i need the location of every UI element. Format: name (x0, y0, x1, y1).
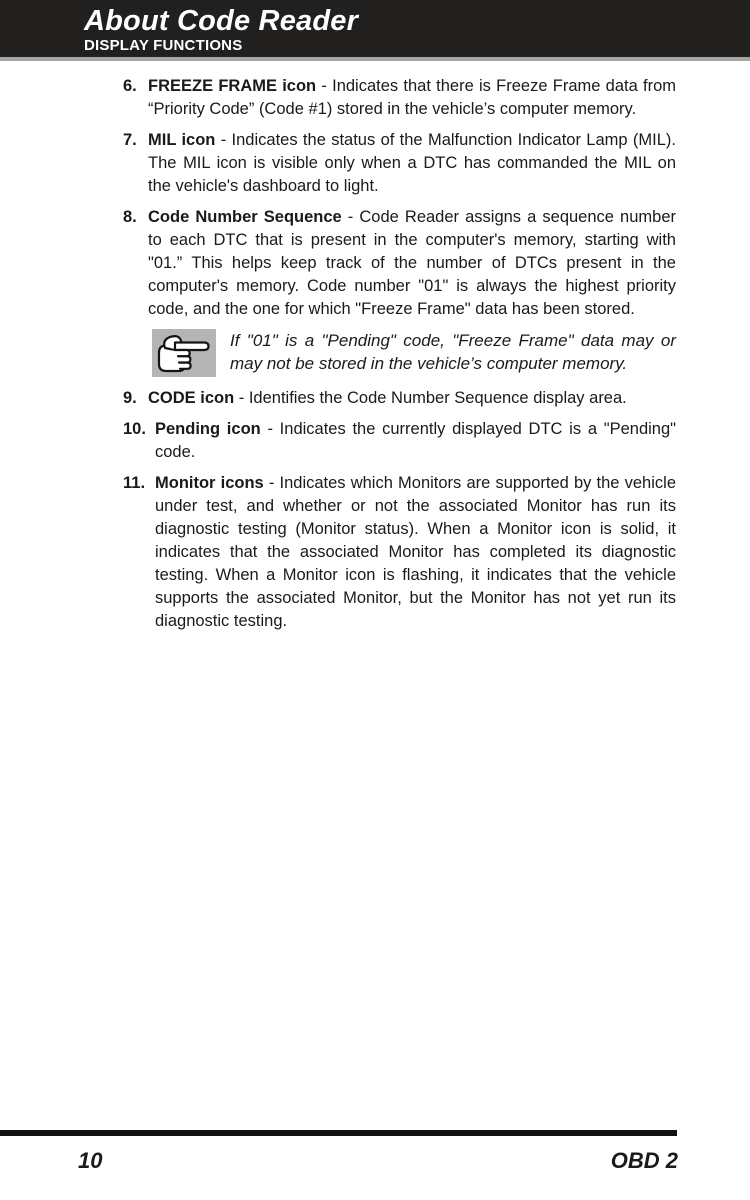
item-term: Code Number Sequence (148, 208, 342, 226)
footer (78, 1148, 678, 1174)
item-body (148, 206, 676, 321)
item-number: 7. (123, 131, 137, 149)
item-body (148, 129, 676, 198)
list-item (123, 206, 676, 321)
item-text: - Code Reader assigns a sequence number to each DTC that is present in the computer's memory, starting with "01.” This helps keep track of the number of DTCs present in the computer's memory. Code number "01" is always the highest priority code, and the one for which "Freeze Frame" data has been stored. (148, 208, 676, 318)
item-body (148, 75, 676, 121)
page-subtitle: DISPLAY FUNCTIONS (84, 37, 243, 54)
item-term: FREEZE FRAME icon (148, 77, 317, 95)
pointing-hand-icon (152, 329, 216, 377)
footer-rule (0, 1130, 677, 1136)
note-text: If "01" is a "Pending" code, "Freeze Frame" data may or may not be stored in the vehicle’s computer memory. (230, 331, 676, 373)
page-title: About Code Reader (84, 5, 359, 37)
item-number: 8. (123, 208, 137, 226)
item-number: 11. (123, 474, 146, 492)
item-text: - Indicates which Monitors are supported by the vehicle under test, and whether or not the associated Monitor has run its diagnostic testing (Monitor status). When a Monitor icon is solid, it indicates that the associated Monitor has completed its diagnostic testing. When a Monitor icon is flashing, it indicates that the vehicle supports the associated Monitor, but the Monitor has not yet run its diagnostic testing. (155, 474, 676, 630)
list-item (123, 129, 676, 198)
item-text: - Indicates that there is Freeze Frame data from “Priority Code” (Code #1) stored in the vehicle’s computer memory. (148, 77, 677, 118)
item-text: - Identifies the Code Number Sequence display area. (234, 389, 627, 407)
item-text: - Indicates the currently displayed DTC is a "Pending" code. (155, 420, 676, 461)
content-area (123, 75, 676, 641)
item-body (148, 387, 676, 410)
note-block (152, 329, 676, 377)
item-number: 10. (123, 420, 146, 438)
list-item (123, 472, 676, 633)
item-term: MIL icon (148, 131, 216, 149)
item-body (155, 418, 676, 464)
item-body (155, 472, 676, 633)
item-term: CODE icon (148, 389, 235, 407)
doc-title: OBD 2 (610, 1148, 678, 1173)
list-item (123, 75, 676, 121)
item-term: Monitor icons (155, 474, 264, 492)
header-divider (0, 57, 750, 61)
page-header (0, 0, 750, 57)
list-item (123, 418, 676, 464)
page-number: 10 (78, 1148, 103, 1173)
item-text: - Indicates the status of the Malfunction Indicator Lamp (MIL). The MIL icon is visible only when a DTC has commanded the MIL on the vehicle's dashboard to light. (148, 131, 676, 195)
list-item (123, 387, 676, 410)
item-number: 6. (123, 77, 137, 95)
item-number: 9. (123, 389, 137, 407)
item-term: Pending icon (155, 420, 261, 438)
